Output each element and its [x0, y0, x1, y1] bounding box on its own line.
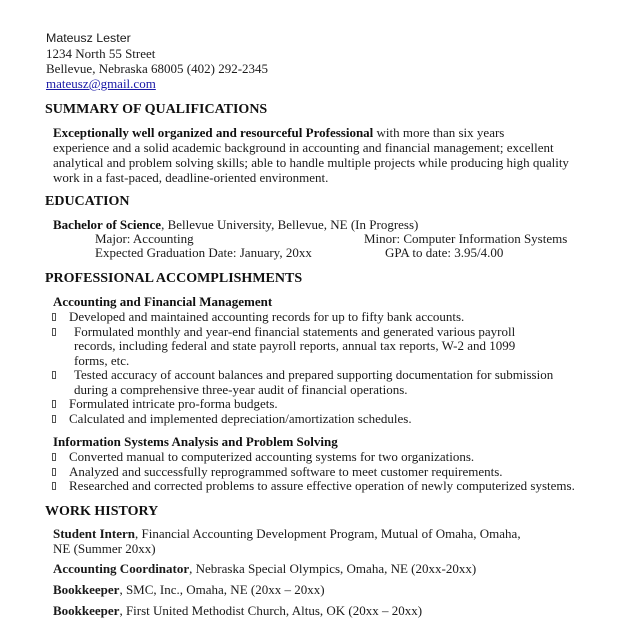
- accomplishments-heading: PROFESSIONAL ACCOMPLISHMENTS: [45, 271, 303, 286]
- job-details: , First United Methodist Church, Altus, OK (20xx – 20xx): [119, 603, 423, 618]
- list-item: Researched and corrected problems to assure effective operation of newly computerized systems.: [52, 479, 575, 494]
- education-degree: [53, 217, 418, 232]
- summary-line1: with more than six years: [373, 125, 505, 140]
- education-graduation: Expected Graduation Date: January, 20xx: [95, 245, 312, 260]
- group-title: Information Systems Analysis and Problem Solving: [53, 434, 338, 449]
- job-title: Accounting Coordinator: [53, 561, 190, 576]
- list-item: Formulated intricate pro-forma budgets.: [52, 397, 553, 412]
- list-item: Developed and maintained accounting records for up to fifty bank accounts.: [52, 310, 553, 325]
- bullet-icon: [52, 482, 56, 490]
- bullet-icon: [52, 313, 56, 321]
- summary-line4: work in a fast-paced, deadline-oriented environment.: [53, 170, 329, 185]
- list-item: Formulated monthly and year-end financial statements and generated various payroll records, including federal and state payroll reports, annual tax reports, W-2 and 1099 forms, etc.: [52, 325, 553, 369]
- contact-block: [46, 31, 268, 91]
- degree-institution: , Bellevue University, Bellevue, NE (In Progress): [161, 217, 419, 232]
- bullet-icon: [52, 371, 56, 379]
- job-entry: [53, 603, 422, 618]
- degree-title: Bachelor of Science: [53, 217, 162, 232]
- education-heading: EDUCATION: [45, 194, 130, 209]
- job-entry: [53, 526, 521, 556]
- job-details: , SMC, Inc., Omaha, NE (20xx – 20xx): [119, 582, 325, 597]
- job-entry: [53, 561, 476, 576]
- bullet-icon: [52, 468, 56, 476]
- list-item: Tested accuracy of account balances and prepared supporting documentation for submission during a comprehensive three-year audit of financial operations.: [52, 368, 553, 397]
- job-details-cont: NE (Summer 20xx): [53, 541, 156, 556]
- list-item: Analyzed and successfully reprogrammed software to meet customer requirements.: [52, 465, 575, 480]
- summary-line2: experience and a solid academic background in accounting and financial management; excellent: [53, 140, 554, 155]
- job-title: Bookkeeper: [53, 582, 120, 597]
- list-item: Calculated and implemented depreciation/amortization schedules.: [52, 412, 553, 427]
- job-details: , Nebraska Special Olympics, Omaha, NE (20xx-20xx): [189, 561, 477, 576]
- bullet-icon: [52, 400, 56, 408]
- work-heading: WORK HISTORY: [45, 504, 159, 519]
- summary-lead: Exceptionally well organized and resourceful Professional: [53, 125, 374, 140]
- contact-name: Mateusz Lester: [46, 31, 131, 45]
- summary-heading: SUMMARY OF QUALIFICATIONS: [45, 102, 268, 117]
- bullet-icon: [52, 453, 56, 461]
- job-title: Bookkeeper: [53, 603, 120, 618]
- bullet-icon: [52, 415, 56, 423]
- contact-street: 1234 North 55 Street: [46, 46, 156, 61]
- accounting-list: [52, 310, 553, 426]
- systems-list: [52, 450, 575, 494]
- job-details: , Financial Accounting Development Program, Mutual of Omaha, Omaha,: [135, 526, 521, 541]
- job-entry: [53, 582, 325, 597]
- summary-line3: analytical and problem solving skills; able to handle multiple projects while producing high quality: [53, 155, 569, 170]
- job-title: Student Intern: [53, 526, 135, 541]
- summary-paragraph: [53, 125, 569, 185]
- education-minor: Minor: Computer Information Systems: [364, 231, 568, 246]
- group-title: Accounting and Financial Management: [53, 294, 273, 309]
- contact-email-link[interactable]: mateusz@gmail.com: [46, 76, 156, 91]
- education-gpa: GPA to date: 3.95/4.00: [385, 245, 504, 260]
- bullet-icon: [52, 328, 56, 336]
- education-major: Major: Accounting: [95, 231, 194, 246]
- list-item: Converted manual to computerized accounting systems for two organizations.: [52, 450, 575, 465]
- contact-city-phone: Bellevue, Nebraska 68005 (402) 292-2345: [46, 61, 269, 76]
